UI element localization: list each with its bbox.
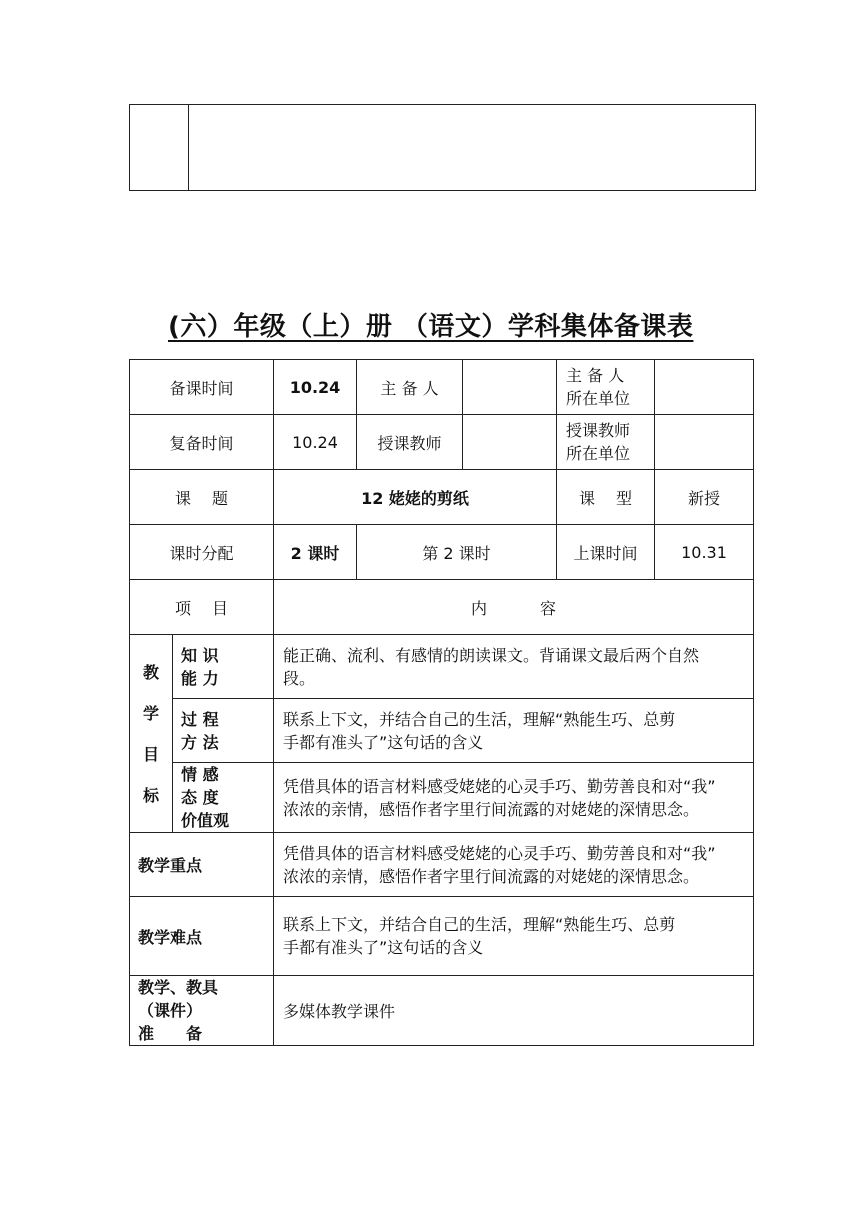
goal-content-line: 联系上下文，并结合自己的生活，理解“熟能生巧、总剪: [283, 709, 676, 729]
lesson-plan-table: [129, 359, 754, 1046]
goal-row-process: [130, 699, 754, 763]
row-tools: [130, 976, 754, 1046]
key-points-label: 教学重点: [130, 833, 274, 897]
main-preparer-value: [463, 360, 557, 415]
goal-label-emotion: [173, 763, 274, 833]
prep-time-label: 备课时间: [130, 360, 274, 415]
tools-label-line: 准 备: [138, 1024, 203, 1043]
teacher-unit-value: [655, 415, 754, 470]
topic-value: 12 姥姥的剪纸: [274, 470, 557, 525]
row-prep-time: [130, 360, 754, 415]
main-preparer-unit-label: [557, 360, 655, 415]
tools-label: [130, 976, 274, 1046]
teaching-goals-char-4: 标: [142, 785, 159, 805]
row-hours: [130, 525, 754, 580]
hours-value: 2 课时: [274, 525, 357, 580]
row-review-time: [130, 415, 754, 470]
type-label: 课 型: [557, 470, 655, 525]
goal-label-line: 态 度: [181, 788, 219, 807]
teacher-unit-label: [557, 415, 655, 470]
tools-label-line: 教学、教具: [138, 978, 219, 997]
item-label: 项 目: [130, 580, 274, 635]
goal-content-process: [274, 699, 754, 763]
teaching-goals-char-2: 学: [142, 703, 159, 723]
goal-row-knowledge: [130, 635, 754, 699]
review-time-label: 复备时间: [130, 415, 274, 470]
content-label: 内 容: [274, 580, 754, 635]
goal-content-knowledge: [274, 635, 754, 699]
main-preparer-unit-label-line2: 所在单位: [566, 389, 631, 408]
teaching-goals-char-1: 教: [142, 662, 159, 682]
goal-label-line: 情 感: [181, 765, 219, 784]
topic-label: 课 题: [130, 470, 274, 525]
row-key-points: [130, 833, 754, 897]
period-value: 第 2 课时: [357, 525, 557, 580]
tools-value: 多媒体教学课件: [274, 976, 754, 1046]
main-preparer-label: 主 备 人: [357, 360, 463, 415]
key-points-line: 浓浓的亲情，感悟作者字里行间流露的对姥姥的深情思念。: [283, 866, 700, 886]
goal-content-line: 能正确、流利、有感情的朗读课文。背诵课文最后两个自然: [283, 645, 700, 665]
teacher-unit-label-line1: 授课教师: [566, 421, 631, 440]
key-points-line: 凭借具体的语言材料感受姥姥的心灵手巧、勤劳善良和对“我”: [283, 843, 716, 863]
row-header: [130, 580, 754, 635]
main-preparer-unit-label-line1: 主 备 人: [566, 366, 625, 385]
review-time-value: 10.24: [274, 415, 357, 470]
goal-content-line: 手都有准头了”这句话的含义: [283, 732, 484, 752]
fragment-right-cell: [189, 105, 756, 191]
goal-label-line: 能 力: [181, 668, 219, 688]
hours-label: 课时分配: [130, 525, 274, 580]
difficult-points-line: 联系上下文，并结合自己的生活，理解“熟能生巧、总剪: [283, 915, 676, 934]
goal-content-line: 浓浓的亲情，感悟作者字里行间流露的对姥姥的深情思念。: [283, 799, 700, 819]
goal-content-line: 段。: [283, 668, 316, 688]
difficult-points-label: 教学难点: [130, 897, 274, 976]
type-value: 新授: [655, 470, 754, 525]
difficult-points-line: 手都有准头了”这句话的含义: [283, 938, 484, 957]
main-preparer-unit-value: [655, 360, 754, 415]
goal-row-emotion: [130, 763, 754, 833]
teacher-unit-label-line2: 所在单位: [566, 444, 631, 463]
previous-page-table-fragment: [129, 104, 756, 191]
class-time-label: 上课时间: [557, 525, 655, 580]
row-topic: [130, 470, 754, 525]
goal-label-process: [173, 699, 274, 763]
difficult-points-content: [274, 897, 754, 976]
goal-content-line: 凭借具体的语言材料感受姥姥的心灵手巧、勤劳善良和对“我”: [283, 776, 716, 796]
goal-label-line: 方 法: [181, 732, 219, 752]
page-title: (六）年级（上）册 （语文）学科集体备课表: [168, 312, 694, 342]
goal-label-knowledge: [173, 635, 274, 699]
class-time-value: 10.31: [655, 525, 754, 580]
key-points-content: [274, 833, 754, 897]
goal-label-line: 价值观: [181, 811, 230, 830]
teacher-value: [463, 415, 557, 470]
row-difficult-points: [130, 897, 754, 976]
prep-time-value: 10.24: [274, 360, 357, 415]
goal-content-emotion: [274, 763, 754, 833]
teacher-label: 授课教师: [357, 415, 463, 470]
goal-label-line: 知 识: [181, 645, 219, 665]
fragment-left-cell: [130, 105, 189, 191]
tools-label-line: （课件）: [138, 1001, 203, 1020]
goal-label-line: 过 程: [181, 709, 219, 729]
teaching-goals-label: [130, 635, 173, 833]
teaching-goals-char-3: 目: [142, 744, 159, 764]
